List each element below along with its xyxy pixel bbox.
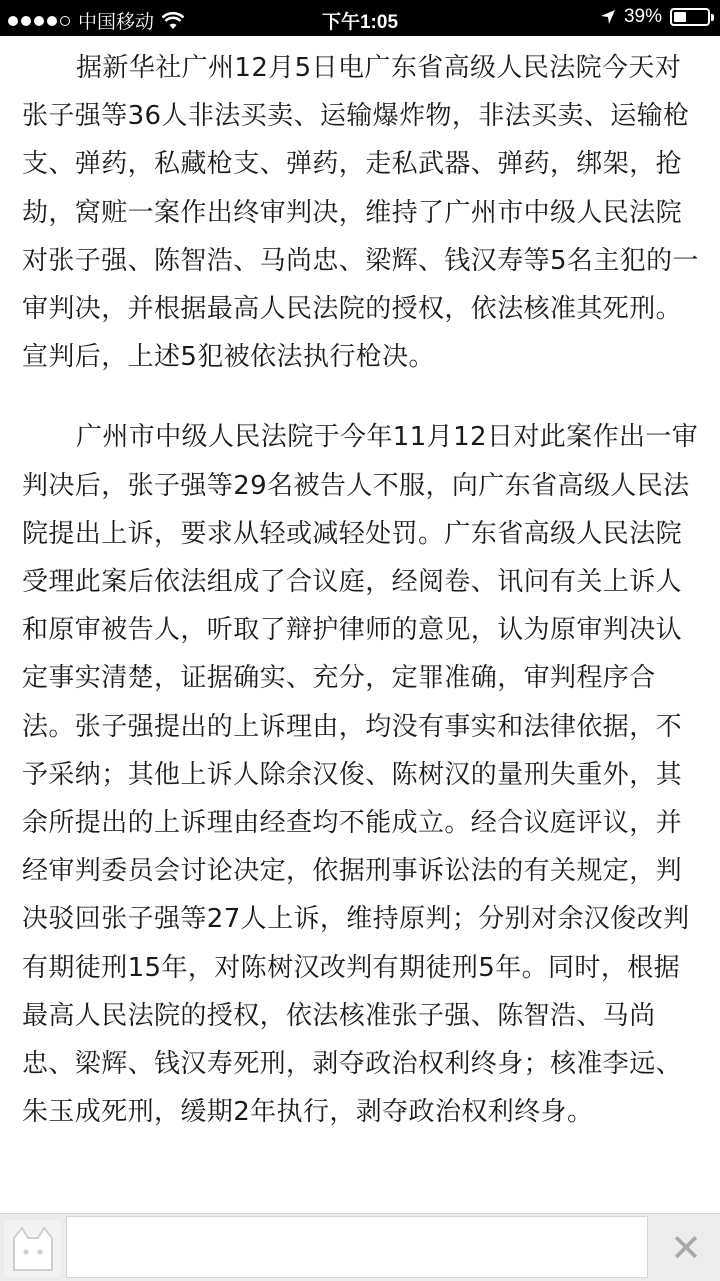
battery-icon <box>670 8 710 26</box>
close-icon[interactable]: ✕ <box>670 1226 702 1270</box>
article-paragraph: 广州市中级人民法院于今年11月12日对此案作出一审判决后，张子强等29名被告人不服，向广东省高级人民法院提出上诉，要求从轻或减轻处罚。广东省高级人民法院受理此案后依法组成了合议庭，经阅卷、讯问有关上诉人和原审被告人，听取了辩护律师的意见，认为原审判决认定事实清楚，证据确实、充分，定罪准确，审判程序合法。张子强提出的上诉理由，均没有事实和法律依据，不予采纳；其他上诉人除余汉俊、陈树汉的量刑失重外，其余所提出的上诉理由经查均不能成立。经合议庭评议，并经审判委员会讨论决定，依据刑事诉讼法的有关规定，判决驳回张子强等27人上诉，维持原判；分别对余汉俊改判有期徒刑15年，对陈树汉改判有期徒刑5年。同时，根据最高人民法院的授权，依法核准张子强、陈智浩、马尚忠、梁辉、钱汉寿死刑，剥夺政治权利终身；核准李远、朱玉成死刑，缓期2年执行，剥夺政治权利终身。 <box>22 422 699 1128</box>
battery-percent: 39% <box>623 6 662 27</box>
carrier-label: 中国移动 <box>78 12 155 33</box>
location-arrow-icon <box>600 9 616 25</box>
cat-avatar-icon[interactable] <box>4 1220 62 1278</box>
banner-content-area[interactable] <box>66 1216 648 1278</box>
clock: 下午1:05 <box>321 12 399 33</box>
article-body <box>22 36 700 1160</box>
bottom-banner[interactable] <box>0 1213 720 1281</box>
status-bar <box>0 0 720 36</box>
battery-level <box>674 12 686 22</box>
status-bar-right <box>600 6 710 28</box>
article-paragraph: 据新华社广州12月5日电广东省高级人民法院今天对张子强等36人非法买卖、运输爆炸物，非法买卖、运输枪支、弹药，私藏枪支、弹药，走私武器、弹药，绑架，抢劫，窝赃一案作出终审判决，维持了广州市中级人民法院对张子强、陈智浩、马尚忠、梁辉、钱汉寿等5名主犯的一审判决，并根据最高人民法院的授权，依法核准其死刑。宣判后，上述5犯被依法执行枪决。 <box>22 53 699 373</box>
